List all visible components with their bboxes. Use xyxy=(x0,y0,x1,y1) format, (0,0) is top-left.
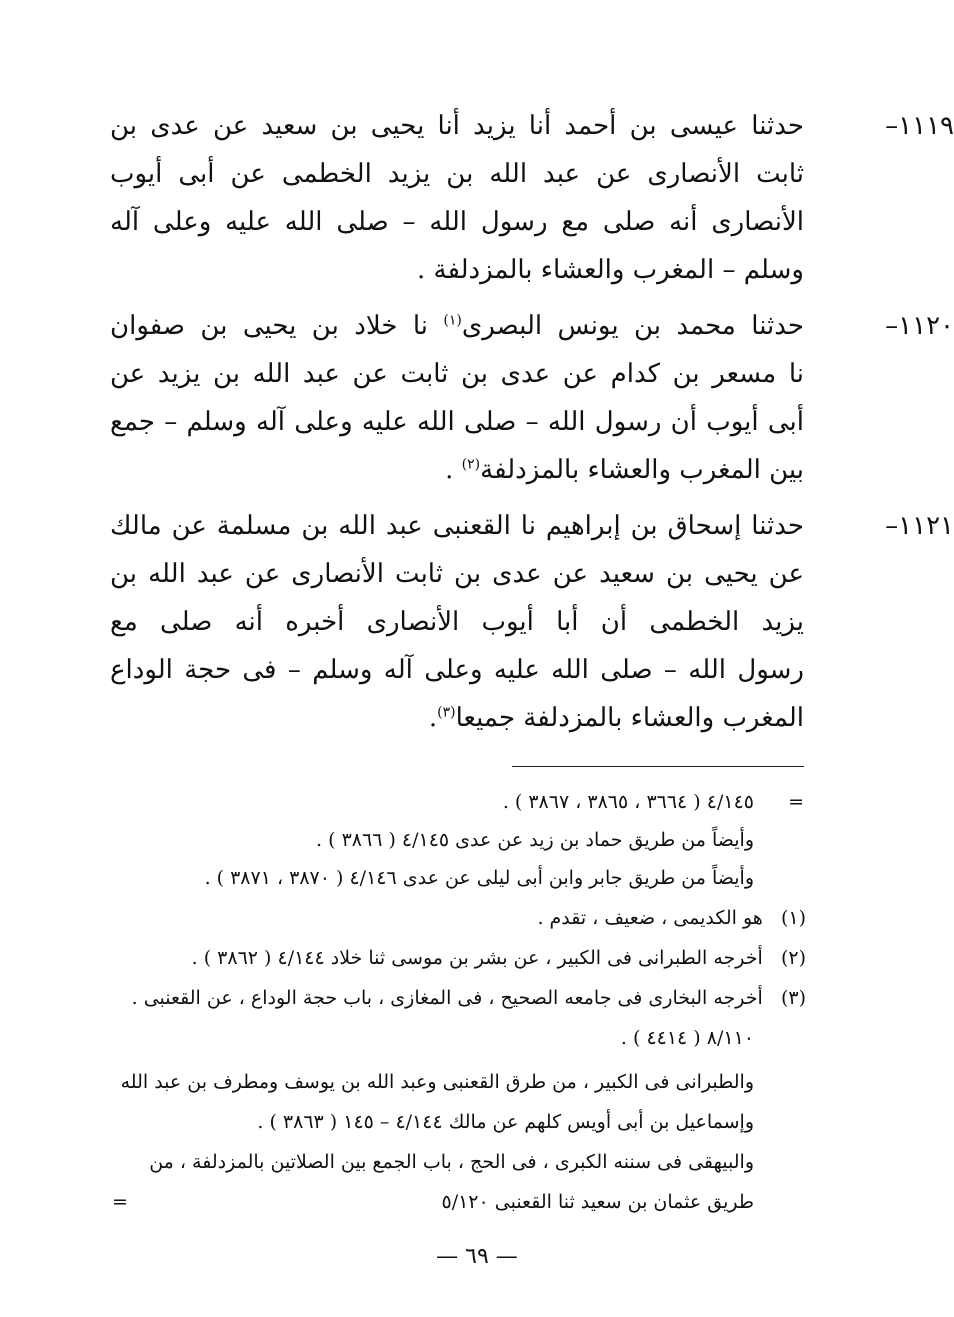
text-line xyxy=(110,446,804,494)
continued-marker: = xyxy=(112,1191,128,1213)
footnote-3 xyxy=(132,980,806,1016)
footnote-ref[interactable]: (٣) xyxy=(437,704,456,721)
hadith-1120 xyxy=(110,302,954,494)
footnote-line: وأيضاً من طريق حماد بن زيد عن عدى ٤/١٤٥ ( ٣٨٦٦ ) . xyxy=(316,829,754,851)
text-segment: المغرب والعشاء بالمزدلفة جميعا xyxy=(455,703,804,733)
text-line xyxy=(110,302,804,350)
text-line: نا مسعر بن كدام عن عدى بن ثابت عن عبد الله بن يزيد عن xyxy=(110,359,804,389)
text-segment: نا خلاد بن يحيى بن صفوان xyxy=(110,311,428,341)
footnote-text: هو الكديمى ، ضعيف ، تقدم . xyxy=(537,907,763,929)
hadith-number: ١١٢٠– xyxy=(885,311,954,341)
page-number: — ٦٩ — xyxy=(436,1244,518,1269)
text-segment: بين المغرب والعشاء بالمزدلفة xyxy=(480,455,804,485)
footnote-2 xyxy=(192,940,806,976)
footnote-line: طريق عثمان بن سعيد ثنا القعنبى ٥/١٢٠ xyxy=(441,1191,754,1213)
footnote-text: أخرجه الطبرانى فى الكبير ، عن بشر بن موسى ثنا خلاد ٤/١٤٤ ( ٣٨٦٢ ) . xyxy=(191,947,763,969)
text-segment: . xyxy=(445,455,454,485)
text-line: حدثنا عيسى بن أحمد أنا يزيد أنا يحيى بن سعيد عن عدى بن xyxy=(110,111,804,141)
text-line: الأنصارى أنه صلى مع رسول الله – صلى الله عليه وعلى آله xyxy=(110,207,804,237)
hadith-1121 xyxy=(110,502,954,742)
text-line xyxy=(110,694,804,742)
text-segment: حدثنا محمد بن يونس البصرى xyxy=(461,311,804,341)
text-line: يزيد الخطمى أن أبا أيوب الأنصارى أخبره أنه صلى مع xyxy=(110,607,804,637)
footnote-line: وإسماعيل بن أبى أويس كلهم عن مالك ٤/١٤٤ – ١٤٥ ( ٣٨٦٣ ) . xyxy=(257,1111,754,1133)
footnote-text: أخرجه البخارى فى جامعه الصحيح ، فى المغازى ، باب حجة الوداع ، عن القعنبى . xyxy=(131,987,763,1009)
text-line: وسلم – المغرب والعشاء بالمزدلفة . xyxy=(416,255,804,285)
footnote-line: ٤/١٤٥ ( ٣٦٦٤ ، ٣٨٦٥ ، ٣٨٦٧ ) . xyxy=(502,791,754,813)
text-line: رسول الله – صلى الله عليه وعلى آله وسلم – فى حجة الوداع xyxy=(110,655,804,685)
text-segment: . xyxy=(428,703,438,733)
hadith-number: ١١١٩– xyxy=(885,111,954,141)
continued-marker: = xyxy=(788,791,804,813)
footnote-line: وأيضاً من طريق جابر وابن أبى ليلى عن عدى ٤/١٤٦ ( ٣٨٧٠ ، ٣٨٧١ ) . xyxy=(204,867,754,889)
footnote-line: والبيهقى فى سننه الكبرى ، فى الحج ، باب الجمع بين الصلاتين بالمزدلفة ، من xyxy=(149,1151,754,1173)
footnote-separator xyxy=(512,766,804,767)
footnote-ref[interactable]: (١) xyxy=(443,312,462,329)
footnote-ref[interactable]: (٢) xyxy=(461,456,481,473)
footnote-1 xyxy=(537,900,806,936)
footnote-line: ٨/١١٠ ( ٤٤١٤ ) . xyxy=(620,1027,754,1049)
text-line: أبى أيوب أن رسول الله – صلى الله عليه وعلى آله وسلم – جمع xyxy=(110,407,804,437)
footnote-mark: (١) xyxy=(780,907,806,929)
hadith-number: ١١٢١– xyxy=(885,511,954,541)
text-line: ثابت الأنصارى عن عبد الله بن يزيد الخطمى عن أبى أيوب xyxy=(110,159,804,189)
footnote-mark: (٢) xyxy=(780,947,806,969)
hadith-1119 xyxy=(110,102,954,294)
footnote-mark: (٣) xyxy=(780,987,806,1009)
text-line: حدثنا إسحاق بن إبراهيم نا القعنبى عبد الله بن مسلمة عن مالك xyxy=(110,511,804,541)
text-line: عن يحيى بن سعيد عن عدى بن ثابت الأنصارى عن عبد الله بن xyxy=(110,559,804,589)
footnote-line: والطبرانى فى الكبير ، من طرق القعنبى وعبد الله بن يوسف ومطرف بن عبد الله xyxy=(120,1071,754,1093)
